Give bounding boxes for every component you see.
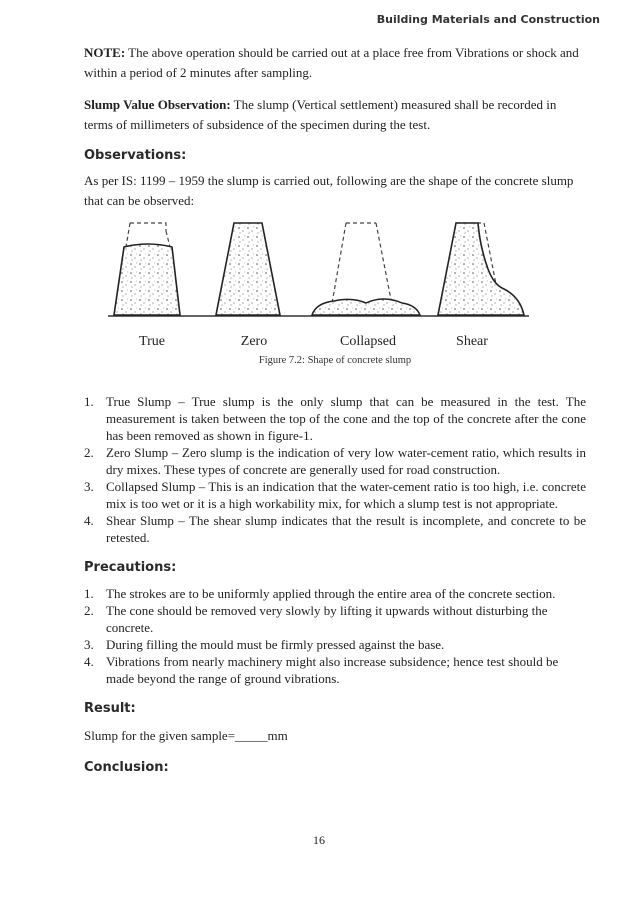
result-text: Slump for the given sample=_____mm xyxy=(84,728,288,743)
page-number: 16 xyxy=(313,833,325,847)
list-item: 1. True Slump – True slump is the only slump that can be measured in the test. The measurement is taken between the top of the cone and the top of the concrete after the cone has been removed as shown in figure-1. xyxy=(84,394,586,443)
result-heading: Result: xyxy=(84,701,136,716)
conclusion-heading: Conclusion: xyxy=(84,760,169,775)
figure-label-zero: Zero xyxy=(240,334,268,349)
figure-label-collapsed: Collapsed xyxy=(340,334,396,349)
observations-text: As per IS: 1199 – 1959 the slump is carried out, following are the shape of the concrete slump that can be observed: xyxy=(84,173,574,208)
shear-slump-shape xyxy=(438,223,524,315)
figure-label-shear: Shear xyxy=(456,334,488,349)
running-header: Building Materials and Construction xyxy=(376,13,600,26)
note-paragraph xyxy=(84,43,586,83)
list-item: 1. The strokes are to be uniformly applied through the entire area of the concrete section. xyxy=(84,586,556,601)
list-item: 3. Collapsed Slump – This is an indication that the water-cement ratio is too high, i.e. concrete mix is too wet or it is a high workability mix, for which a slump test is not appropriate. xyxy=(84,479,586,511)
slump-observation-label: Slump Value Observation: xyxy=(84,97,231,112)
list-item: 2. Zero Slump – Zero slump is the indication of very low water-cement ratio, which results in dry mixes. These types of concrete are generally used for road construction. xyxy=(84,445,586,477)
figure-label-true: True xyxy=(139,334,165,349)
zero-slump-shape xyxy=(216,223,280,315)
collapsed-slump-shape xyxy=(312,223,420,315)
list-item: 2. The cone should be removed very slowly by lifting it upwards without disturbing the concrete. xyxy=(84,603,548,635)
note-label: NOTE: xyxy=(84,45,126,60)
slump-types-list xyxy=(84,393,586,546)
true-slump-shape xyxy=(114,223,180,315)
observations-heading: Observations: xyxy=(84,148,187,163)
list-item: 3. During filling the mould must be firmly pressed against the base. xyxy=(84,637,445,652)
list-item: 4. Vibrations from nearly machinery might also increase subsidence; hence test should be made beyond the range of ground vibrations. xyxy=(84,654,559,686)
precautions-list xyxy=(84,585,586,687)
slump-shapes-illustration xyxy=(84,217,586,335)
precautions-heading: Precautions: xyxy=(84,560,177,575)
slump-figure xyxy=(84,217,586,367)
slump-observation-text: The slump (Vertical settlement) measured shall be recorded in terms of millimeters of subsidence of the specimen during the test. xyxy=(84,97,557,132)
note-text: The above operation should be carried out at a place free from Vibrations or shock and within a period of 2 minutes after sampling. xyxy=(84,45,579,80)
page-content xyxy=(84,43,586,775)
figure-caption: Figure 7.2: Shape of concrete slump xyxy=(258,355,412,366)
list-item: 4. Shear Slump – The shear slump indicates that the result is incomplete, and concrete to be retested. xyxy=(84,513,586,545)
slump-observation-paragraph xyxy=(84,95,586,135)
